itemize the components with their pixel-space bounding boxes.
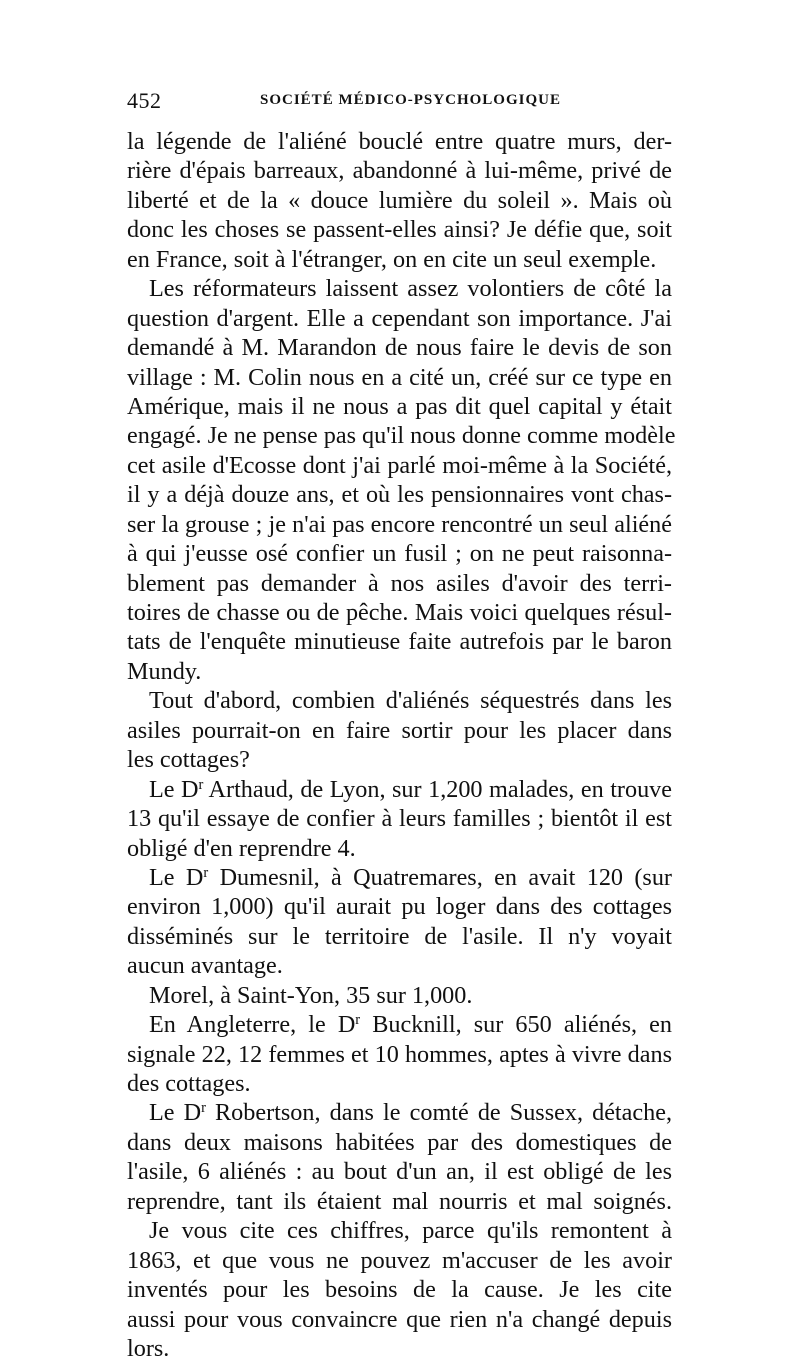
- text-line: lors.: [127, 1334, 170, 1362]
- text-line: village : M. Colin nous en a cité un, créé sur ce type en: [127, 363, 672, 391]
- text-line: Morel, à Saint-Yon, 35 sur 1,000.: [149, 981, 473, 1009]
- text-line: Le $D^r$ Robertson, dans le comté de Sussex, détache,: [149, 1099, 673, 1127]
- text-line: il y a déjà douze ans, et où les pensionnaires vont chas-: [127, 481, 672, 509]
- text-line: engagé. Je ne pense pas qu'il nous donne comme modèle: [127, 422, 676, 450]
- text-line: blement pas demander à nos asiles d'avoir des terri-: [127, 569, 672, 597]
- running-title: SOCIÉTÉ MÉDICO-PSYCHOLOGIQUE: [260, 92, 561, 108]
- text-line: Le $D^r$ Arthaud, de Lyon, sur 1,200 malades, en trouve: [149, 775, 673, 803]
- text-line: toires de chasse ou de pêche. Mais voici quelques résul-: [127, 599, 672, 626]
- text-line: cet asile d'Ecosse dont j'ai parlé moi-même à la Société,: [127, 451, 672, 479]
- text-line: à qui j'eusse osé confier un fusil ; on ne peut raisonna-: [127, 540, 672, 568]
- text-line: ser la grouse ; je n'ai pas encore rencontré un seul aliéné: [127, 510, 672, 538]
- page-number: 452: [127, 88, 162, 113]
- text-line: la légende de l'aliéné bouclé entre quatre murs, der-: [127, 128, 672, 155]
- text-line: disséminés sur le territoire de l'asile. Il n'y voyait: [127, 922, 672, 950]
- text-line: Tout d'abord, combien d'aliénés séquestrés dans les: [149, 687, 672, 715]
- text-line: l'asile, 6 aliénés : au bout d'un an, il est obligé de les: [127, 1158, 672, 1186]
- text-line: aucun avantage.: [127, 952, 283, 980]
- text-line: asiles pourrait-on en faire sortir pour les placer dans: [127, 716, 672, 744]
- text-line: en France, soit à l'étranger, on en cite un seul exemple.: [127, 245, 657, 273]
- text-line: obligé d'en reprendre 4.: [127, 834, 356, 862]
- text-line: question d'argent. Elle a cependant son importance. J'ai: [127, 304, 672, 332]
- text-line: 13 qu'il essaye de confier à leurs familles ; bientôt il est: [127, 805, 672, 833]
- text-line: liberté et de la « douce lumière du soleil ». Mais où: [127, 186, 672, 214]
- text-line: les cottages?: [127, 746, 250, 774]
- text-line: En Angleterre, le $D^r$ Bucknill, sur 650 aliénés, en: [149, 1011, 672, 1039]
- text-line: aussi pour vous convaincre que rien n'a changé depuis: [127, 1305, 672, 1333]
- text-line: dans deux maisons habitées par des domestiques de: [127, 1128, 672, 1156]
- text-line: Les réformateurs laissent assez volontiers de côté la: [149, 275, 672, 303]
- text-line: signale 22, 12 femmes et 10 hommes, aptes à vivre dans: [127, 1040, 672, 1068]
- text-line: Amérique, mais il ne nous a pas dit quel capital y était: [127, 392, 672, 420]
- text-line: rière d'épais barreaux, abandonné à lui-même, privé de: [127, 157, 672, 185]
- page-header: [127, 88, 672, 118]
- text-line: environ 1,000) qu'il aurait pu loger dans des cottages: [127, 893, 672, 921]
- text-line: Mundy.: [127, 657, 202, 685]
- text-line: 1863, et que vous ne pouvez m'accuser de les avoir: [127, 1246, 672, 1274]
- text-line: inventés pour les besoins de la cause. Je les cite: [127, 1276, 672, 1304]
- text-line: reprendre, tant ils étaient mal nourris et mal soignés.: [127, 1187, 672, 1215]
- body-text: [127, 127, 676, 1363]
- text-line: des cottages.: [127, 1070, 251, 1097]
- text-line: Le $D^r$ Dumesnil, à Quatremares, en avait 120 (sur: [149, 863, 672, 891]
- text-line: Je vous cite ces chiffres, parce qu'ils remontent à: [149, 1217, 672, 1245]
- text-line: demandé à M. Marandon de nous faire le devis de son: [127, 334, 672, 362]
- text-line: donc les choses se passent-elles ainsi? Je défie que, soit: [127, 216, 672, 244]
- text-line: tats de l'enquête minutieuse faite autrefois par le baron: [127, 628, 672, 656]
